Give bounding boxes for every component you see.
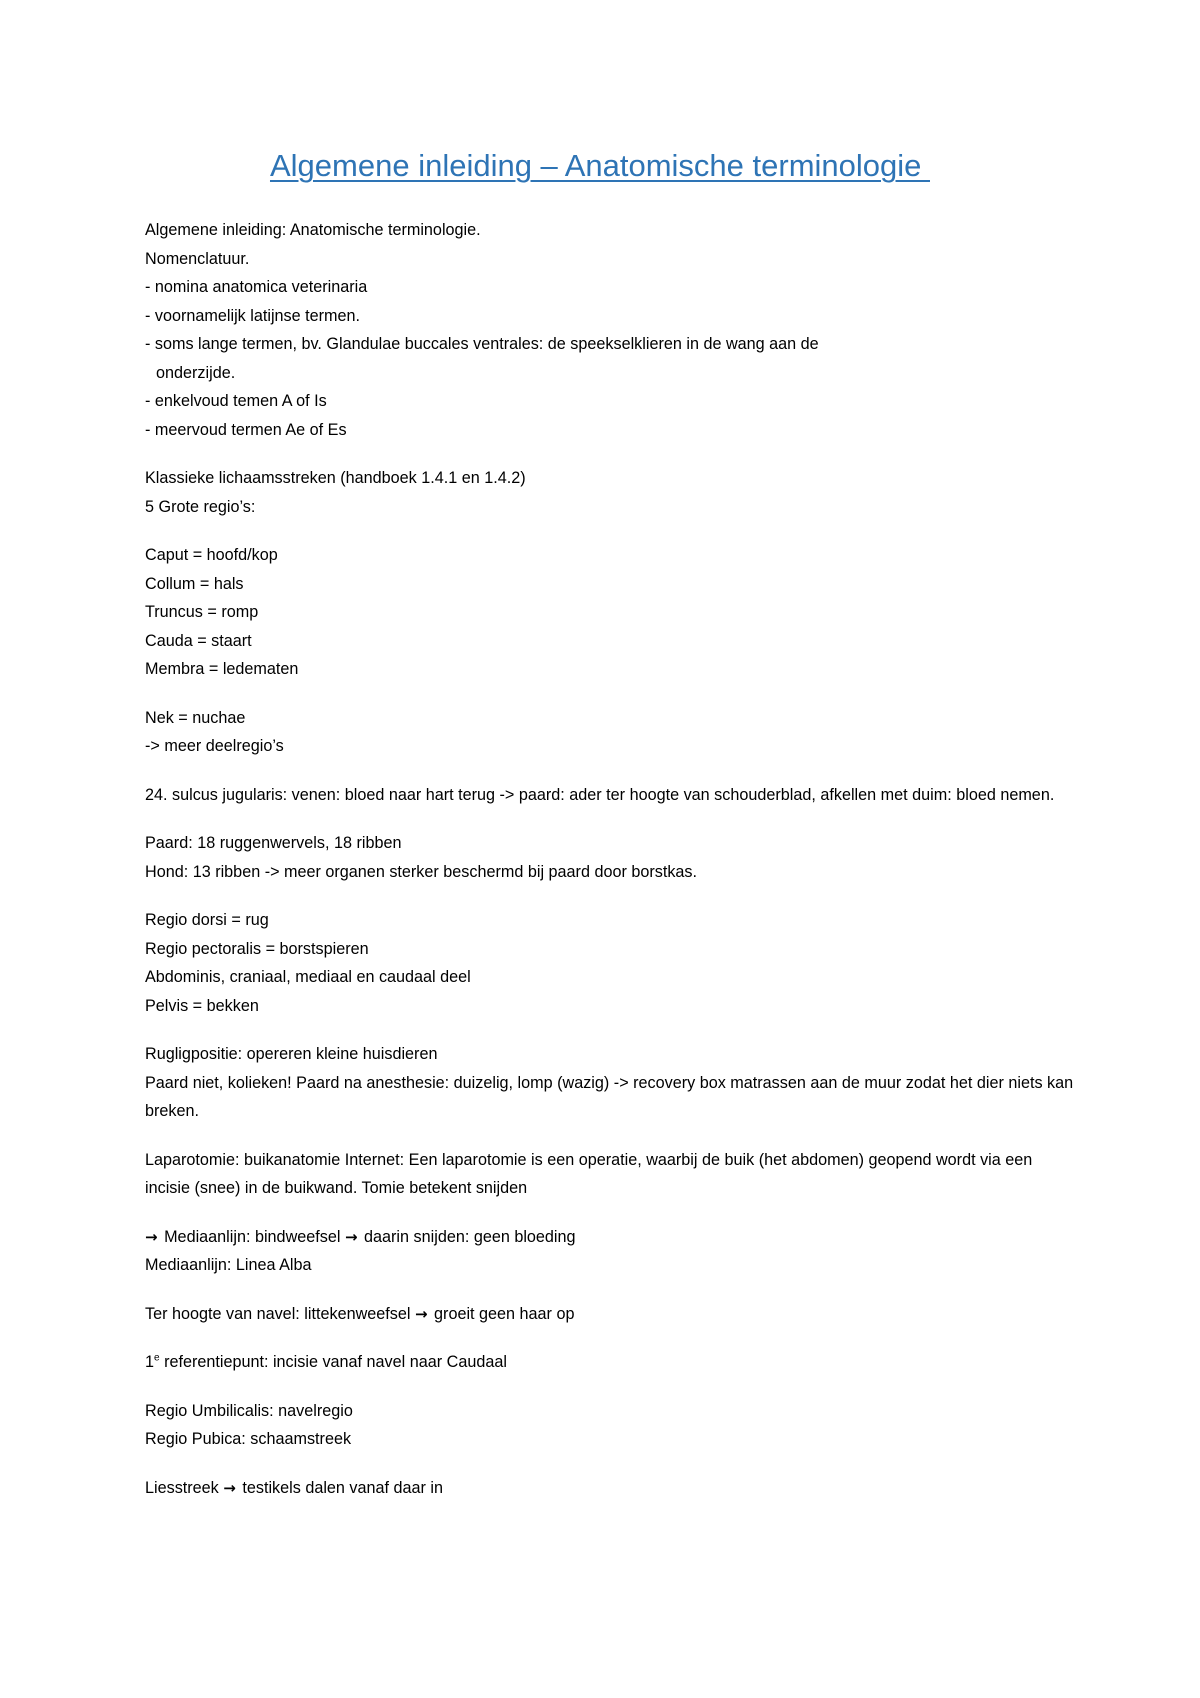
neck-line: Nek = nuchae (145, 708, 246, 727)
arrow-right-icon: → (414, 1304, 428, 1323)
intro-line: Algemene inleiding: Anatomische terminologie. (145, 221, 481, 239)
reference-section (145, 1348, 1075, 1377)
nomenclature-heading: Nomenclatuur. (145, 249, 250, 268)
reference-number: 1 (145, 1353, 155, 1371)
navel-text: groeit geen haar op (434, 1304, 575, 1323)
regio-line: Abdominis, craniaal, mediaal en caudaal deel (145, 968, 471, 986)
position-section (145, 1040, 1075, 1126)
groin-line (145, 1474, 1075, 1503)
region-line: Caput = hoofd/kop (145, 546, 278, 564)
sulcus-text: 24. sulcus jugularis: venen: bloed naar hart terug -> paard: ader ter hoogte van schouderblad, afkellen met duim: bloed nemen. (145, 785, 1055, 804)
list-item: - meervoud termen Ae of Es (145, 420, 347, 439)
neck-line: -> meer deelregio’s (145, 737, 284, 755)
position-line: Rugligpositie: opereren kleine huisdieren (145, 1045, 438, 1063)
neck-section (145, 704, 1075, 761)
list-item: - soms lange termen, bv. Glandulae buccales ventrales: de speekselklieren in de wang aan de (145, 335, 819, 353)
region-line: Collum = hals (145, 574, 244, 593)
document-body (145, 216, 1075, 1522)
laparotomy-section (145, 1146, 1075, 1203)
navel-text: Ter hoogte van navel: littekenweefsel (145, 1304, 411, 1323)
regions-subheading: 5 Grote regio’s: (145, 497, 256, 516)
regions-heading-section (145, 464, 1075, 521)
groin-text: Liesstreek (145, 1478, 219, 1497)
navel-section (145, 1300, 1075, 1329)
median-text: daarin snijden: geen bloeding (364, 1227, 576, 1246)
list-item: - voornamelijk latijnse termen. (145, 306, 361, 325)
median-section (145, 1223, 1075, 1280)
list-item: - nomina anatomica veterinaria (145, 278, 368, 296)
regio-line: Regio dorsi = rug (145, 911, 269, 929)
groin-section (145, 1474, 1075, 1503)
nomenclature-section (145, 216, 1075, 444)
umbilical-section (145, 1397, 1075, 1454)
navel-line (145, 1300, 1075, 1329)
region-line: Truncus = romp (145, 603, 259, 621)
laparotomy-text: Laparotomie: buikanatomie Internet: Een laparotomie is een operatie, waarbij de buik (het abdomen) geopend wordt via een incisie (snee) in de buikwand. Tomie betekent snijden (145, 1150, 1033, 1197)
regions-section (145, 541, 1075, 684)
groin-text: testikels dalen vanaf daar in (242, 1478, 444, 1497)
list-item-continuation: onderzijde. (156, 363, 236, 382)
sulcus-section (145, 781, 1075, 810)
arrow-right-icon: → (145, 1227, 158, 1246)
median-line: Mediaanlijn: Linea Alba (145, 1256, 312, 1274)
document-title-text: Algemene inleiding – Anatomische terminologie (269, 148, 930, 183)
reference-text: referentiepunt: incisie vanaf navel naar Caudaal (159, 1353, 507, 1371)
region-line: Membra = ledematen (145, 660, 299, 678)
umbilical-line: Regio Umbilicalis: navelregio (145, 1401, 353, 1420)
vertebrae-line: Hond: 13 ribben -> meer organen sterker beschermd bij paard door borstkas. (145, 862, 698, 881)
regions-heading: Klassieke lichaamsstreken (handboek 1.4.1 en 1.4.2) (145, 469, 526, 487)
vertebrae-line: Paard: 18 ruggenwervels, 18 ribben (145, 834, 402, 852)
regio-section (145, 906, 1075, 1020)
arrow-right-icon: → (344, 1227, 358, 1246)
position-text: Paard niet, kolieken! Paard na anesthesie: duizelig, lomp (wazig) -> recovery box matrassen aan de muur zodat het dier niets kan breken. (145, 1073, 1074, 1120)
reference-superscript: e (154, 1352, 160, 1364)
vertebrae-section (145, 829, 1075, 886)
median-line (145, 1223, 1075, 1252)
document-title (0, 148, 1200, 184)
reference-line (145, 1348, 1075, 1377)
list-item: - enkelvoud temen A of Is (145, 392, 327, 410)
umbilical-line: Regio Pubica: schaamstreek (145, 1430, 352, 1448)
regio-line: Regio pectoralis = borstspieren (145, 939, 369, 958)
regio-line: Pelvis = bekken (145, 996, 259, 1015)
region-line: Cauda = staart (145, 631, 252, 650)
arrow-right-icon: → (223, 1478, 236, 1497)
median-text: Mediaanlijn: bindweefsel (164, 1227, 341, 1246)
